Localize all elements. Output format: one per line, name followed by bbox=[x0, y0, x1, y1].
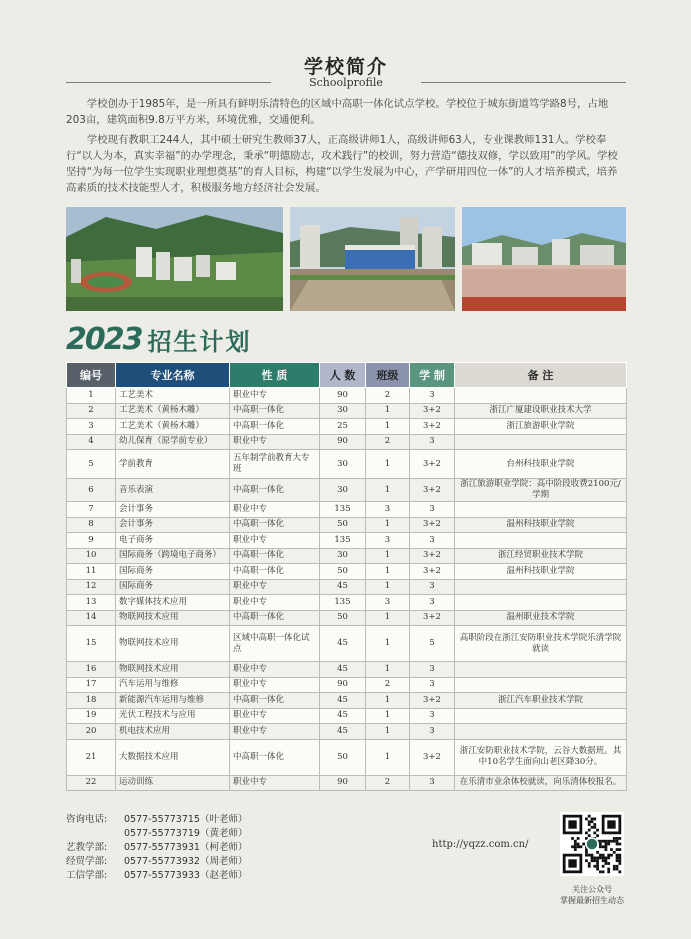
table-row bbox=[67, 450, 627, 479]
cell-classes: 1 bbox=[366, 626, 410, 662]
cell-number: 9 bbox=[67, 533, 116, 549]
cell-type: 中高职一体化 bbox=[230, 610, 320, 626]
cell-type: 职业中专 bbox=[230, 677, 320, 693]
cell-major: 国际商务 bbox=[116, 579, 230, 595]
cell-number: 17 bbox=[67, 677, 116, 693]
contact-phone[interactable]: 0577-55773932 bbox=[124, 856, 200, 867]
cell-classes: 1 bbox=[366, 419, 410, 435]
cell-duration: 3+2 bbox=[410, 564, 455, 580]
header-duration: 学 制 bbox=[410, 363, 455, 388]
cell-count: 50 bbox=[320, 739, 366, 775]
cell-classes: 3 bbox=[366, 533, 410, 549]
cell-count: 135 bbox=[320, 595, 366, 611]
cell-notes: 温州科技职业学院 bbox=[455, 517, 627, 533]
cell-number: 8 bbox=[67, 517, 116, 533]
cell-count: 30 bbox=[320, 548, 366, 564]
campus-aerial-photo bbox=[66, 207, 283, 311]
cell-classes: 1 bbox=[366, 662, 410, 678]
table-row bbox=[67, 708, 627, 724]
cell-classes: 1 bbox=[366, 517, 410, 533]
cell-duration: 3 bbox=[410, 595, 455, 611]
cell-type: 中高职一体化 bbox=[230, 693, 320, 709]
cell-major: 幼儿保育（原学前专业） bbox=[116, 434, 230, 450]
cell-duration: 3 bbox=[410, 708, 455, 724]
contact-item bbox=[66, 827, 247, 841]
section-subtitle: Schoolprofile bbox=[309, 76, 383, 89]
cell-number: 7 bbox=[67, 502, 116, 518]
cell-duration: 3+2 bbox=[410, 739, 455, 775]
cell-count: 135 bbox=[320, 502, 366, 518]
cell-major: 物联网技术应用 bbox=[116, 662, 230, 678]
contact-phone[interactable]: 0577-55773931 bbox=[124, 842, 200, 853]
cell-duration: 3+2 bbox=[410, 693, 455, 709]
cell-number: 11 bbox=[67, 564, 116, 580]
cell-count: 45 bbox=[320, 708, 366, 724]
cell-notes bbox=[455, 677, 627, 693]
cell-major: 工艺美术（黄杨木雕） bbox=[116, 419, 230, 435]
cell-major: 物联网技术应用 bbox=[116, 610, 230, 626]
cell-duration: 3 bbox=[410, 662, 455, 678]
cell-duration: 3+2 bbox=[410, 517, 455, 533]
table-row bbox=[67, 479, 627, 502]
cell-number: 14 bbox=[67, 610, 116, 626]
cell-type: 职业中专 bbox=[230, 708, 320, 724]
cell-notes: 浙江旅游职业学院：高中阶段收费2100元/学期 bbox=[455, 479, 627, 502]
cell-notes bbox=[455, 502, 627, 518]
cell-type: 中高职一体化 bbox=[230, 548, 320, 564]
cell-duration: 5 bbox=[410, 626, 455, 662]
cell-classes: 2 bbox=[366, 434, 410, 450]
cell-notes bbox=[455, 595, 627, 611]
cell-major: 汽车运用与维修 bbox=[116, 677, 230, 693]
cell-classes: 1 bbox=[366, 548, 410, 564]
cell-type: 中高职一体化 bbox=[230, 739, 320, 775]
cell-notes: 在乐清市业余体校就读，向乐清体校报名。 bbox=[455, 775, 627, 791]
contact-person: （赵老师） bbox=[199, 870, 248, 881]
section-title: 学校简介 bbox=[303, 56, 388, 78]
contact-phone[interactable]: 0577-55773719 bbox=[124, 828, 200, 839]
cell-count: 90 bbox=[320, 677, 366, 693]
cell-major: 运动训练 bbox=[116, 775, 230, 791]
cell-type: 五年制学前教育大专班 bbox=[230, 450, 320, 479]
intro-text bbox=[66, 96, 626, 200]
cell-notes bbox=[455, 662, 627, 678]
cell-classes: 1 bbox=[366, 479, 410, 502]
cell-major: 学前教育 bbox=[116, 450, 230, 479]
table-row bbox=[67, 388, 627, 404]
table-row bbox=[67, 502, 627, 518]
contact-person: （叶老师） bbox=[199, 814, 248, 825]
cell-number: 21 bbox=[67, 739, 116, 775]
cell-number: 6 bbox=[67, 479, 116, 502]
cell-notes bbox=[455, 708, 627, 724]
cell-notes bbox=[455, 724, 627, 740]
cell-notes: 台州科技职业学院 bbox=[455, 450, 627, 479]
campus-buildings-photo bbox=[290, 207, 455, 311]
cell-count: 30 bbox=[320, 403, 366, 419]
cell-number: 19 bbox=[67, 708, 116, 724]
cell-major: 工艺美术 bbox=[116, 388, 230, 404]
cell-count: 45 bbox=[320, 662, 366, 678]
contact-label: 工信学部: bbox=[66, 870, 108, 881]
cell-classes: 1 bbox=[366, 403, 410, 419]
table-row bbox=[67, 724, 627, 740]
cell-classes: 1 bbox=[366, 739, 410, 775]
cell-major: 国际商务（跨境电子商务） bbox=[116, 548, 230, 564]
table-row bbox=[67, 548, 627, 564]
table-row bbox=[67, 533, 627, 549]
cell-duration: 3 bbox=[410, 724, 455, 740]
contact-list bbox=[66, 813, 247, 883]
qr-caption bbox=[548, 884, 636, 906]
table-row bbox=[67, 610, 627, 626]
cell-major: 工艺美术（黄杨木雕） bbox=[116, 403, 230, 419]
table-row bbox=[67, 579, 627, 595]
cell-type: 中高职一体化 bbox=[230, 517, 320, 533]
cell-count: 30 bbox=[320, 479, 366, 502]
cell-duration: 3+2 bbox=[410, 450, 455, 479]
cell-notes bbox=[455, 579, 627, 595]
cell-type: 中高职一体化 bbox=[230, 403, 320, 419]
table-header-row bbox=[67, 363, 627, 388]
cell-duration: 3 bbox=[410, 533, 455, 549]
cell-type: 职业中专 bbox=[230, 434, 320, 450]
cell-count: 50 bbox=[320, 564, 366, 580]
cell-type: 职业中专 bbox=[230, 579, 320, 595]
cell-number: 2 bbox=[67, 403, 116, 419]
contact-label: 咨询电话: bbox=[66, 814, 108, 825]
cell-count: 45 bbox=[320, 626, 366, 662]
cell-type: 中高职一体化 bbox=[230, 479, 320, 502]
cell-count: 90 bbox=[320, 388, 366, 404]
cell-type: 职业中专 bbox=[230, 595, 320, 611]
cell-classes: 2 bbox=[366, 775, 410, 791]
cell-major: 会计事务 bbox=[116, 502, 230, 518]
contact-person: （黄老师） bbox=[199, 828, 248, 839]
plan-year: 2023 bbox=[66, 321, 142, 357]
cell-major: 光伏工程技术与应用 bbox=[116, 708, 230, 724]
cell-classes: 2 bbox=[366, 388, 410, 404]
header-major: 专业名称 bbox=[116, 363, 230, 388]
contact-phone[interactable]: 0577-55773715 bbox=[124, 814, 200, 825]
contact-item bbox=[66, 813, 247, 827]
intro-paragraph-1: 学校创办于1985年，是一所具有鲜明乐清特色的区域中高职一体化试点学校。学校位于城东街道笃学路8号，占地203亩，建筑面积9.8万平方米，环境优雅，交通便利。 bbox=[66, 98, 609, 126]
cell-number: 22 bbox=[67, 775, 116, 791]
table-row bbox=[67, 419, 627, 435]
school-website-link[interactable]: http://yqzz.com.cn/ bbox=[432, 839, 529, 850]
cell-major: 机电技术应用 bbox=[116, 724, 230, 740]
contact-person: （柯老师） bbox=[199, 842, 248, 853]
cell-count: 90 bbox=[320, 775, 366, 791]
cell-notes: 温州科技职业学院 bbox=[455, 564, 627, 580]
table-row bbox=[67, 564, 627, 580]
cell-notes bbox=[455, 388, 627, 404]
cell-major: 数字媒体技术应用 bbox=[116, 595, 230, 611]
header-count: 人 数 bbox=[320, 363, 366, 388]
cell-major: 物联网技术应用 bbox=[116, 626, 230, 662]
table-row bbox=[67, 693, 627, 709]
header-type: 性 质 bbox=[230, 363, 320, 388]
plan-title: 招生计划 bbox=[147, 327, 252, 356]
cell-number: 15 bbox=[67, 626, 116, 662]
table-row bbox=[67, 595, 627, 611]
cell-classes: 3 bbox=[366, 595, 410, 611]
cell-number: 16 bbox=[67, 662, 116, 678]
cell-classes: 1 bbox=[366, 564, 410, 580]
cell-major: 会计事务 bbox=[116, 517, 230, 533]
cell-major: 音乐表演 bbox=[116, 479, 230, 502]
cell-classes: 3 bbox=[366, 502, 410, 518]
cell-duration: 3 bbox=[410, 775, 455, 791]
cell-count: 50 bbox=[320, 610, 366, 626]
header-classes: 班级 bbox=[366, 363, 410, 388]
cell-classes: 1 bbox=[366, 693, 410, 709]
qr-caption-line-1: 关注公众号 bbox=[572, 885, 612, 894]
sports-ground-photo bbox=[462, 207, 626, 311]
contact-phone[interactable]: 0577-55773933 bbox=[124, 870, 200, 881]
cell-classes: 1 bbox=[366, 610, 410, 626]
contact-item bbox=[66, 855, 247, 869]
header-notes: 备 注 bbox=[455, 363, 627, 388]
cell-type: 职业中专 bbox=[230, 775, 320, 791]
cell-classes: 1 bbox=[366, 724, 410, 740]
cell-notes: 浙江安防职业技术学院，云谷大数据班。其中10名学生面向山老区降30分。 bbox=[455, 739, 627, 775]
cell-number: 13 bbox=[67, 595, 116, 611]
cell-count: 45 bbox=[320, 579, 366, 595]
section-header bbox=[66, 50, 626, 90]
cell-duration: 3 bbox=[410, 502, 455, 518]
contact-person: （周老师） bbox=[199, 856, 248, 867]
contact-label: 艺教学部: bbox=[66, 842, 108, 853]
intro-paragraph-2: 学校现有教职工244人，其中硕士研究生教师37人，正高级讲师1人，高级讲师63人，专业课教师131人。学校奉行“以人为本，真实幸福”的办学理念，秉承“明德励志，攻术践行”的校训，努力营造“德技双修，学以致用”的学风。学校坚持“为每一位学生实现职业理想奠基”的育人目标，构建“以学生发展为中心，产学研用四位一体”的人才培养模式，培养高素质的技术技能型人才，积极服务地方经济社会发展。 bbox=[66, 134, 618, 194]
contact-item bbox=[66, 841, 247, 855]
cell-number: 3 bbox=[67, 419, 116, 435]
qr-caption-line-2: 掌握最新招生动态 bbox=[560, 896, 624, 905]
cell-duration: 3+2 bbox=[410, 419, 455, 435]
campus-photos bbox=[66, 207, 626, 311]
cell-type: 中高职一体化 bbox=[230, 564, 320, 580]
cell-duration: 3+2 bbox=[410, 548, 455, 564]
cell-type: 区域中高职一体化试点 bbox=[230, 626, 320, 662]
cell-number: 12 bbox=[67, 579, 116, 595]
table-row bbox=[67, 434, 627, 450]
cell-type: 职业中专 bbox=[230, 662, 320, 678]
cell-number: 5 bbox=[67, 450, 116, 479]
table-row bbox=[67, 739, 627, 775]
contact-item bbox=[66, 869, 247, 883]
cell-classes: 1 bbox=[366, 579, 410, 595]
cell-notes: 浙江经贸职业技术学院 bbox=[455, 548, 627, 564]
cell-duration: 3+2 bbox=[410, 479, 455, 502]
cell-duration: 3 bbox=[410, 388, 455, 404]
cell-classes: 2 bbox=[366, 677, 410, 693]
cell-count: 50 bbox=[320, 517, 366, 533]
cell-duration: 3 bbox=[410, 579, 455, 595]
table-row bbox=[67, 775, 627, 791]
cell-count: 90 bbox=[320, 434, 366, 450]
cell-type: 中高职一体化 bbox=[230, 419, 320, 435]
cell-count: 25 bbox=[320, 419, 366, 435]
cell-major: 新能源汽车运用与维修 bbox=[116, 693, 230, 709]
table-row bbox=[67, 662, 627, 678]
contact-label: 经贸学部: bbox=[66, 856, 108, 867]
cell-classes: 1 bbox=[366, 450, 410, 479]
cell-major: 电子商务 bbox=[116, 533, 230, 549]
table-row bbox=[67, 403, 627, 419]
cell-type: 职业中专 bbox=[230, 533, 320, 549]
header-number: 编号 bbox=[67, 363, 116, 388]
cell-major: 国际商务 bbox=[116, 564, 230, 580]
plan-heading bbox=[66, 322, 252, 356]
table-row bbox=[67, 677, 627, 693]
cell-count: 45 bbox=[320, 693, 366, 709]
cell-type: 职业中专 bbox=[230, 388, 320, 404]
cell-notes bbox=[455, 434, 627, 450]
cell-count: 135 bbox=[320, 533, 366, 549]
cell-notes: 温州职业技术学院 bbox=[455, 610, 627, 626]
cell-duration: 3 bbox=[410, 677, 455, 693]
cell-count: 45 bbox=[320, 724, 366, 740]
cell-notes: 浙江广厦建设职业技术大学 bbox=[455, 403, 627, 419]
cell-count: 30 bbox=[320, 450, 366, 479]
cell-type: 职业中专 bbox=[230, 724, 320, 740]
cell-classes: 1 bbox=[366, 708, 410, 724]
cell-number: 4 bbox=[67, 434, 116, 450]
cell-number: 18 bbox=[67, 693, 116, 709]
cell-notes: 高职阶段在浙江安防职业技术学院乐清学院就读 bbox=[455, 626, 627, 662]
cell-type: 职业中专 bbox=[230, 502, 320, 518]
cell-duration: 3 bbox=[410, 434, 455, 450]
cell-number: 1 bbox=[67, 388, 116, 404]
cell-notes: 浙江旅游职业学院 bbox=[455, 419, 627, 435]
table-row bbox=[67, 517, 627, 533]
cell-duration: 3+2 bbox=[410, 610, 455, 626]
cell-duration: 3+2 bbox=[410, 403, 455, 419]
table-row bbox=[67, 626, 627, 662]
cell-notes bbox=[455, 533, 627, 549]
wechat-qr-code bbox=[560, 812, 624, 876]
enrollment-table bbox=[66, 362, 627, 791]
cell-number: 10 bbox=[67, 548, 116, 564]
cell-number: 20 bbox=[67, 724, 116, 740]
cell-major: 大数据技术应用 bbox=[116, 739, 230, 775]
cell-notes: 浙江汽车职业技术学院 bbox=[455, 693, 627, 709]
